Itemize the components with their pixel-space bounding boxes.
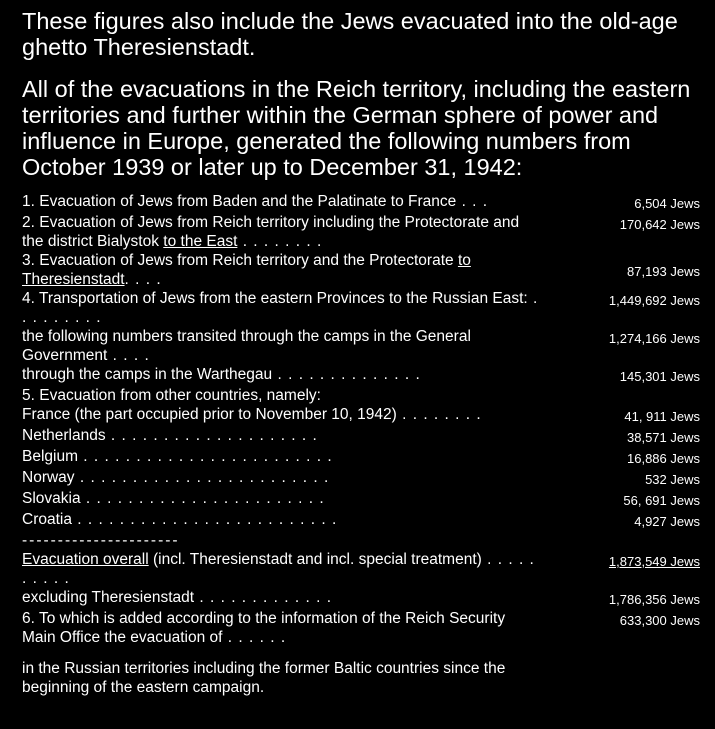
heading-evacuations-summary: All of the evacuations in the Reich territory, including the eastern territories and further within the German sphere of power and influence in Europe, generated the following numbers from October 1939 or later up to December 31, 1942: (22, 76, 691, 180)
row-value: 56, 691 Jews (623, 493, 700, 508)
row-value: 1,786,356 Jews (608, 592, 700, 607)
row-label: excluding Theresienstadt (22, 589, 195, 606)
row-label: 6. To which is added according to the information of the Reich Security Main Office the evacuation of (22, 610, 506, 646)
row-label: (incl. Theresienstadt and incl. special treatment) (148, 551, 482, 568)
row-label: 2. Evacuation of Jews from Reich territory including the Protectorate and the district Bialystok (22, 214, 520, 250)
leader-dots: . . . . (107, 347, 150, 364)
leader-dots: . . . . . . . . . (22, 290, 539, 326)
row-value: 41, 911 Jews (624, 409, 700, 424)
leader-dots: . . . . . . . . . . . . . . . . . . . . . . . (80, 490, 325, 507)
leader-dots: . . . . . . . . . . . . . (194, 589, 333, 606)
evacuation-table (22, 192, 700, 697)
table-row (22, 588, 700, 609)
row-label: the following numbers transited through the camps in the General Government (22, 328, 471, 364)
leader-dots: . . . . . . . . . . . . . . . . . . . . (105, 427, 318, 444)
leader-dots: . . . . . . . . . . . . . . (272, 366, 421, 383)
table-row (22, 327, 700, 365)
row-link-to-the-east[interactable]: to the East (163, 233, 238, 250)
row-label: Croatia (22, 511, 72, 528)
heading-theresienstadt-note: These figures also include the Jews evacuated into the old-age ghetto Theresienstadt. (22, 8, 678, 60)
row-label: Slovakia (22, 490, 81, 507)
table-row (22, 289, 700, 327)
table-row (22, 213, 700, 251)
row-label: 3. Evacuation of Jews from Reich territory and the Protectorate (22, 252, 458, 269)
row-value: 6,504 Jews (634, 196, 700, 211)
row-label: France (the part occupied prior to November 10, 1942) (22, 406, 397, 423)
leader-dots: . . . (456, 193, 489, 210)
row-label: 1. Evacuation of Jews from Baden and the Palatinate to France (22, 193, 457, 210)
leader-dots: . . . . . . . . . . (22, 551, 535, 587)
row-value: 1,449,692 Jews (608, 293, 700, 308)
row-label: Norway (22, 469, 75, 486)
row-value: 87,193 Jews (627, 264, 700, 279)
table-row (22, 489, 700, 510)
row-value: 4,927 Jews (634, 514, 700, 529)
table-row (22, 192, 700, 213)
table-row (22, 386, 700, 405)
table-row (22, 251, 700, 289)
row-label: through the camps in the Warthegau (22, 366, 273, 383)
row-value: 633,300 Jews (619, 613, 700, 628)
table-row (22, 609, 700, 647)
row-value: 532 Jews (645, 472, 700, 487)
dashed-separator: ---------------------- (22, 532, 180, 549)
row-link-evacuation-overall[interactable]: Evacuation overall (22, 551, 149, 568)
table-row (22, 365, 700, 386)
row-value: 1,274,166 Jews (608, 331, 700, 346)
row-label: in the Russian territories including the former Baltic countries since the beginning of the eastern campaign. (22, 660, 506, 696)
table-row (22, 510, 700, 531)
leader-dots: . . . . . . . . . . . . . . . . . . . . . . . . (78, 448, 333, 465)
document-page (22, 8, 700, 697)
row-value: 170,642 Jews (619, 217, 700, 232)
row-value-total[interactable]: 1,873,549 Jews (608, 554, 700, 569)
row-label: 5. Evacuation from other countries, namely: (22, 387, 321, 404)
row-link-to-theresienstadt[interactable]: to Theresienstadt (22, 252, 471, 288)
row-label: Belgium (22, 448, 78, 465)
table-row (22, 426, 700, 447)
row-label: 4. Transportation of Jews from the eastern Provinces to the Russian East: (22, 290, 528, 307)
row-label: Netherlands (22, 427, 106, 444)
leader-dots: . . . . . . . . . . . . . . . . . . . . . . . . (74, 469, 330, 486)
table-row (22, 550, 700, 588)
leader-dots: . . . . . . . . . . . . . . . . . . . . . . . . . (71, 511, 338, 528)
leader-dots: . . . . . . (222, 629, 287, 646)
leader-dots: . . . . . . . . (396, 406, 482, 423)
table-row (22, 405, 700, 426)
leader-dots: . . . . . . . . (237, 233, 323, 250)
leader-dots: . . . . (124, 271, 162, 288)
row-value: 38,571 Jews (627, 430, 700, 445)
row-value: 16,886 Jews (627, 451, 700, 466)
table-row (22, 468, 700, 489)
table-row (22, 447, 700, 468)
row-value: 145,301 Jews (619, 369, 700, 384)
table-row (22, 659, 700, 697)
